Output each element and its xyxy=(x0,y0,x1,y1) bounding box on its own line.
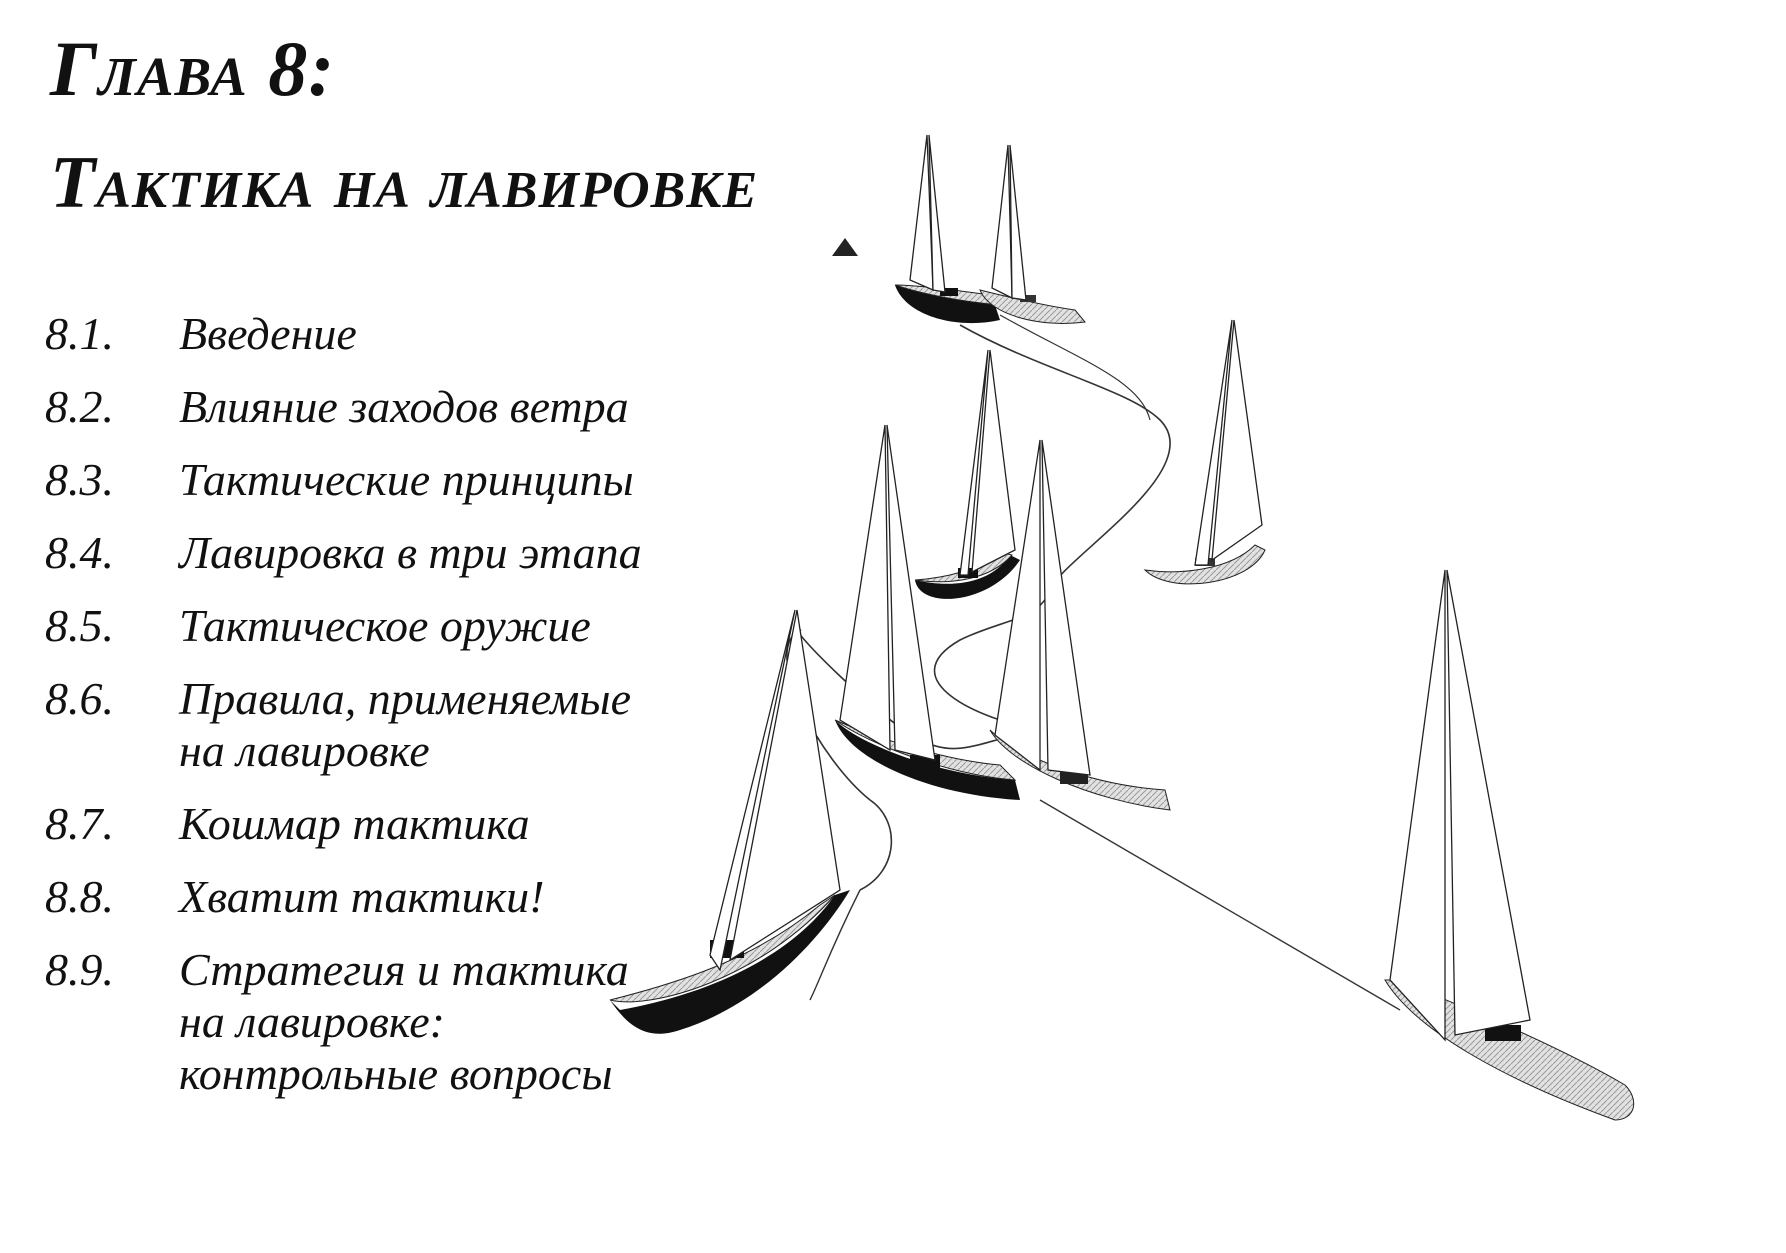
toc-number: 8.1. xyxy=(45,308,114,359)
toc-item xyxy=(45,600,642,652)
toc-number: 8.8. xyxy=(45,871,114,922)
sailboat xyxy=(980,145,1085,323)
toc-item xyxy=(45,798,642,850)
toc-number: 8.6. xyxy=(45,673,114,724)
toc-text: Кошмар тактика xyxy=(179,798,530,849)
toc-text: Введение xyxy=(179,308,357,359)
toc-text: Хватит тактики! xyxy=(179,871,545,922)
toc-text: Лавировка в три этапа xyxy=(179,527,642,578)
sailboat xyxy=(1385,570,1634,1120)
table-of-contents xyxy=(45,308,642,1121)
chapter-title: Тактика на лавировке xyxy=(50,142,759,224)
toc-number: 8.3. xyxy=(45,454,114,505)
toc-item xyxy=(45,673,642,777)
toc-number: 8.9. xyxy=(45,944,114,995)
toc-number: 8.4. xyxy=(45,527,114,578)
toc-item xyxy=(45,527,642,579)
toc-item xyxy=(45,381,642,433)
wake-track xyxy=(1040,800,1400,1010)
toc-item xyxy=(45,454,642,506)
sailboat xyxy=(610,610,850,1034)
wake-track xyxy=(1000,315,1150,420)
sailboats-illustration xyxy=(600,120,1780,1180)
toc-item xyxy=(45,871,642,923)
toc-text: Правила, применяемые на лавировке xyxy=(179,673,631,776)
sailboat xyxy=(1145,320,1265,584)
toc-number: 8.5. xyxy=(45,600,114,651)
chapter-label: Глава 8: xyxy=(50,25,336,112)
toc-item xyxy=(45,944,642,1100)
wake-track xyxy=(787,325,1170,890)
toc-number: 8.7. xyxy=(45,798,114,849)
toc-number: 8.2. xyxy=(45,381,114,432)
sailboat xyxy=(915,350,1020,599)
toc-text: Тактическое оружие xyxy=(179,600,591,651)
toc-item xyxy=(45,308,642,360)
toc-text: Влияние заходов ветра xyxy=(179,381,629,432)
toc-text: Стратегия и тактика на лавировке: контрольные вопросы xyxy=(179,944,629,1099)
toc-text: Тактические принципы xyxy=(179,454,634,505)
